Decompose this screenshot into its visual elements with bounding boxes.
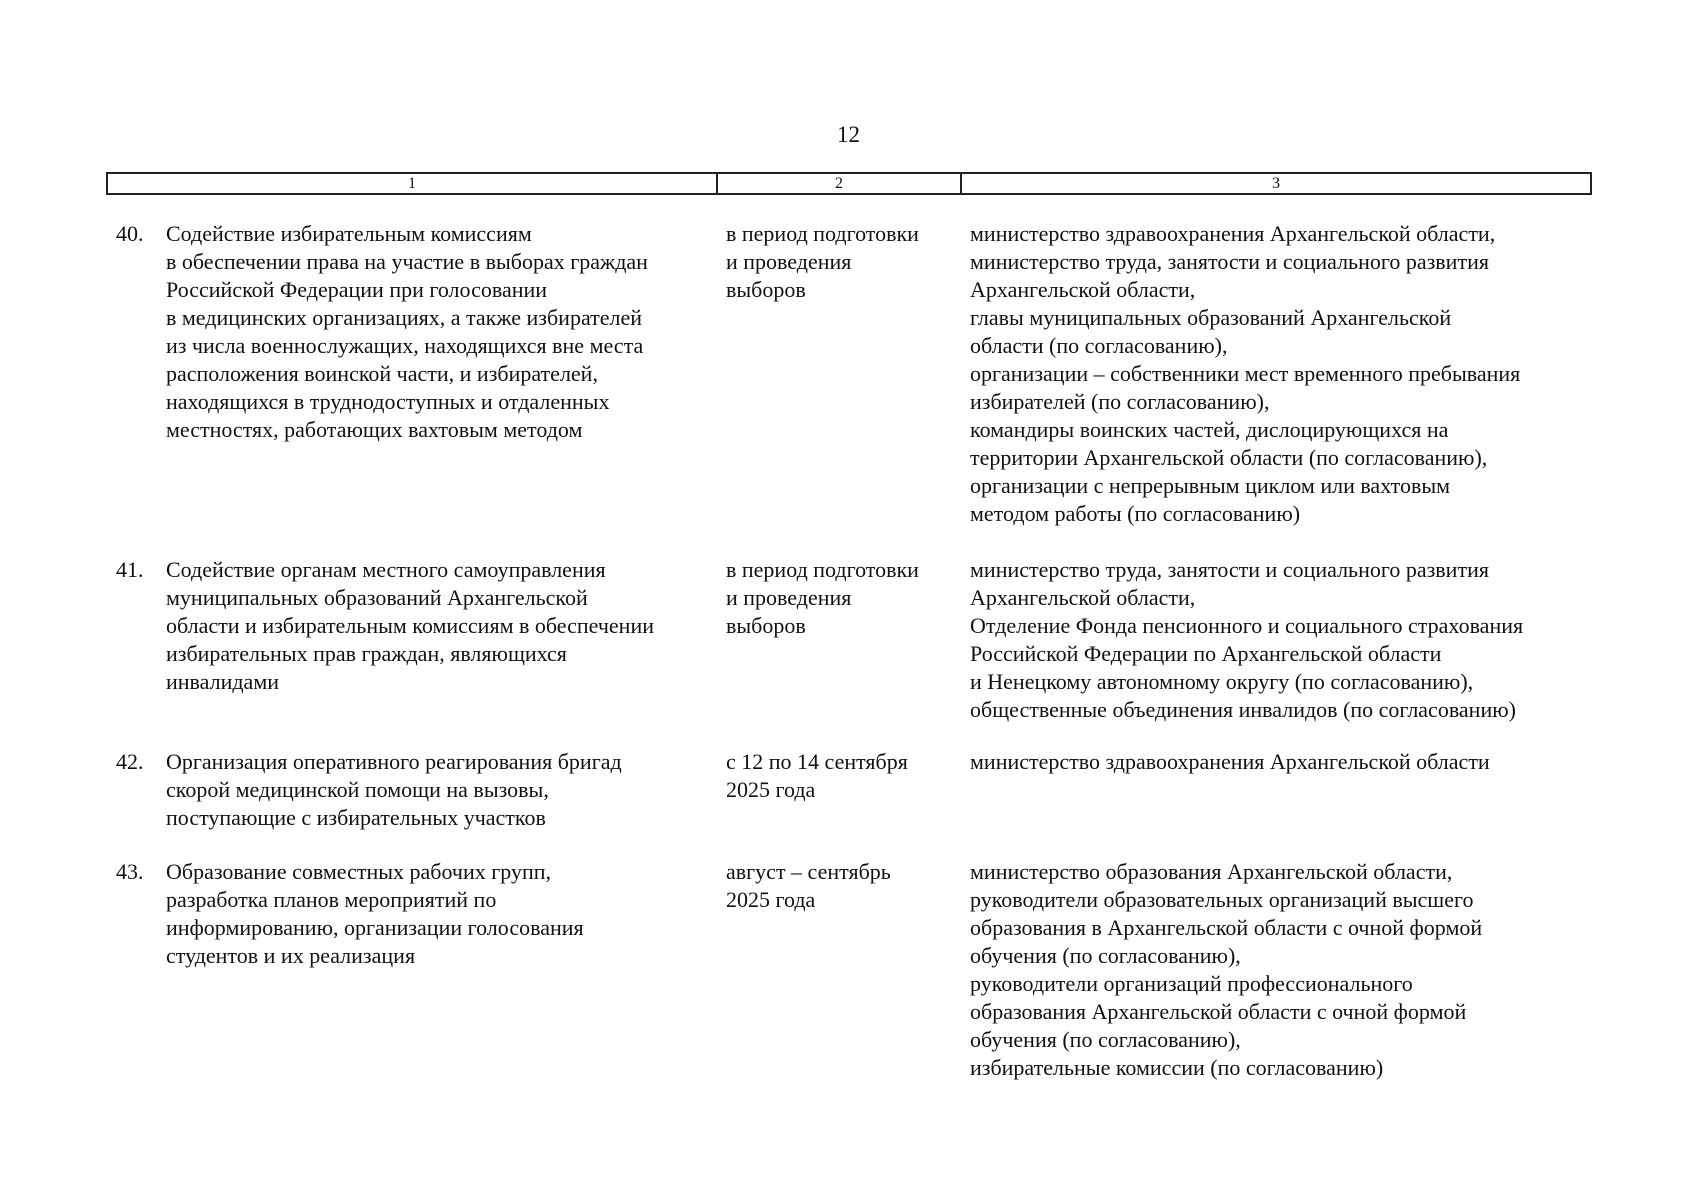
- responsible-line: общественные объединения инвалидов (по согласованию): [970, 697, 1516, 722]
- column-header-3: 3: [1272, 175, 1280, 192]
- row-description: [166, 556, 726, 748]
- period-line: в период подготовки: [726, 557, 919, 582]
- period-line: 2025 года: [726, 887, 816, 912]
- description-line: Российской Федерации при голосовании: [166, 277, 548, 302]
- responsible-line: области (по согласованию),: [970, 333, 1228, 358]
- description-line: области и избирательным комиссиям в обеспечении: [166, 613, 655, 638]
- row-period: [726, 858, 970, 1098]
- row-responsible: [970, 858, 1606, 1098]
- description-line: находящихся в труднодоступных и отдаленных: [166, 389, 610, 414]
- responsible-line: организации с непрерывным циклом или вахтовым: [970, 473, 1451, 498]
- row-description: [166, 858, 726, 1098]
- responsible-line: министерство здравоохранения Архангельской области: [970, 749, 1490, 774]
- row-responsible: [970, 220, 1606, 556]
- period-line: в период подготовки: [726, 221, 919, 246]
- description-line: из числа военнослужащих, находящихся вне места: [166, 333, 644, 358]
- responsible-line: командиры воинских частей, дислоцирующихся на: [970, 417, 1449, 442]
- row-number: 42.: [116, 749, 144, 774]
- description-line: Образование совместных рабочих групп,: [166, 859, 552, 884]
- period-line: и проведения: [726, 585, 852, 610]
- column-header-row: [106, 172, 1592, 195]
- row-period: [726, 220, 970, 556]
- period-line: выборов: [726, 613, 806, 638]
- description-line: скорой медицинской помощи на вызовы,: [166, 777, 549, 802]
- responsible-line: обучения (по согласованию),: [970, 1027, 1241, 1052]
- responsible-line: руководители организаций профессионального: [970, 971, 1413, 996]
- description-line: Содействие избирательным комиссиям: [166, 221, 532, 246]
- row-period: [726, 556, 970, 748]
- description-line: разработка планов мероприятий по: [166, 887, 497, 912]
- responsible-line: министерство здравоохранения Архангельской области,: [970, 221, 1496, 246]
- description-line: информированию, организации голосования: [166, 915, 584, 940]
- responsible-line: и Ненецкому автономному округу (по согласованию),: [970, 669, 1474, 694]
- responsible-line: образования в Архангельской области с очной формой: [970, 915, 1483, 940]
- description-line: избирательных прав граждан, являющихся: [166, 641, 567, 666]
- responsible-line: территории Архангельской области (по согласованию),: [970, 445, 1488, 470]
- table-body: [106, 220, 1606, 1098]
- responsible-line: министерство образования Архангельской области,: [970, 859, 1453, 884]
- description-line: инвалидами: [166, 669, 280, 694]
- responsible-line: организации – собственники мест временного пребывания: [970, 361, 1521, 386]
- page-number: 12: [837, 122, 860, 147]
- period-line: август – сентябрь: [726, 859, 891, 884]
- table-row: [106, 858, 1606, 1098]
- responsible-line: методом работы (по согласованию): [970, 501, 1301, 526]
- description-line: поступающие с избирательных участков: [166, 805, 546, 830]
- responsible-line: избирателей (по согласованию),: [970, 389, 1270, 414]
- description-line: муниципальных образований Архангельской: [166, 585, 588, 610]
- column-header-1: 1: [108, 174, 718, 193]
- responsible-line: обучения (по согласованию),: [970, 943, 1241, 968]
- description-line: в обеспечении права на участие в выборах граждан: [166, 249, 648, 274]
- responsible-line: образования Архангельской области с очной формой: [970, 999, 1467, 1024]
- description-line: расположения воинской части, и избирателей,: [166, 361, 598, 386]
- row-responsible: [970, 556, 1606, 748]
- table-row: [106, 220, 1606, 556]
- row-number: 41.: [116, 557, 144, 582]
- responsible-line: главы муниципальных образований Архангельской: [970, 305, 1452, 330]
- column-header-2: 2: [718, 174, 962, 193]
- description-line: местностях, работающих вахтовым методом: [166, 417, 583, 442]
- row-description: [166, 220, 726, 556]
- period-line: и проведения: [726, 249, 852, 274]
- description-line: Содействие органам местного самоуправления: [166, 557, 606, 582]
- responsible-line: руководители образовательных организаций высшего: [970, 887, 1474, 912]
- description-line: Организация оперативного реагирования бригад: [166, 749, 622, 774]
- table-row: [106, 748, 1606, 858]
- table-row: [106, 556, 1606, 748]
- row-period: [726, 748, 970, 858]
- description-line: студентов и их реализация: [166, 943, 416, 968]
- period-line: выборов: [726, 277, 806, 302]
- row-number: 43.: [116, 859, 144, 884]
- responsible-line: Архангельской области,: [970, 277, 1196, 302]
- row-description: [166, 748, 726, 858]
- description-line: в медицинских организациях, а также избирателей: [166, 305, 643, 330]
- responsible-line: министерство труда, занятости и социального развития: [970, 249, 1489, 274]
- responsible-line: избирательные комиссии (по согласованию): [970, 1055, 1384, 1080]
- responsible-line: Отделение Фонда пенсионного и социального страхования: [970, 613, 1524, 638]
- responsible-line: Архангельской области,: [970, 585, 1196, 610]
- responsible-line: Российской Федерации по Архангельской области: [970, 641, 1442, 666]
- period-line: 2025 года: [726, 777, 816, 802]
- row-number: 40.: [116, 221, 144, 246]
- period-line: с 12 по 14 сентября: [726, 749, 908, 774]
- responsible-line: министерство труда, занятости и социального развития: [970, 557, 1489, 582]
- row-responsible: [970, 748, 1606, 858]
